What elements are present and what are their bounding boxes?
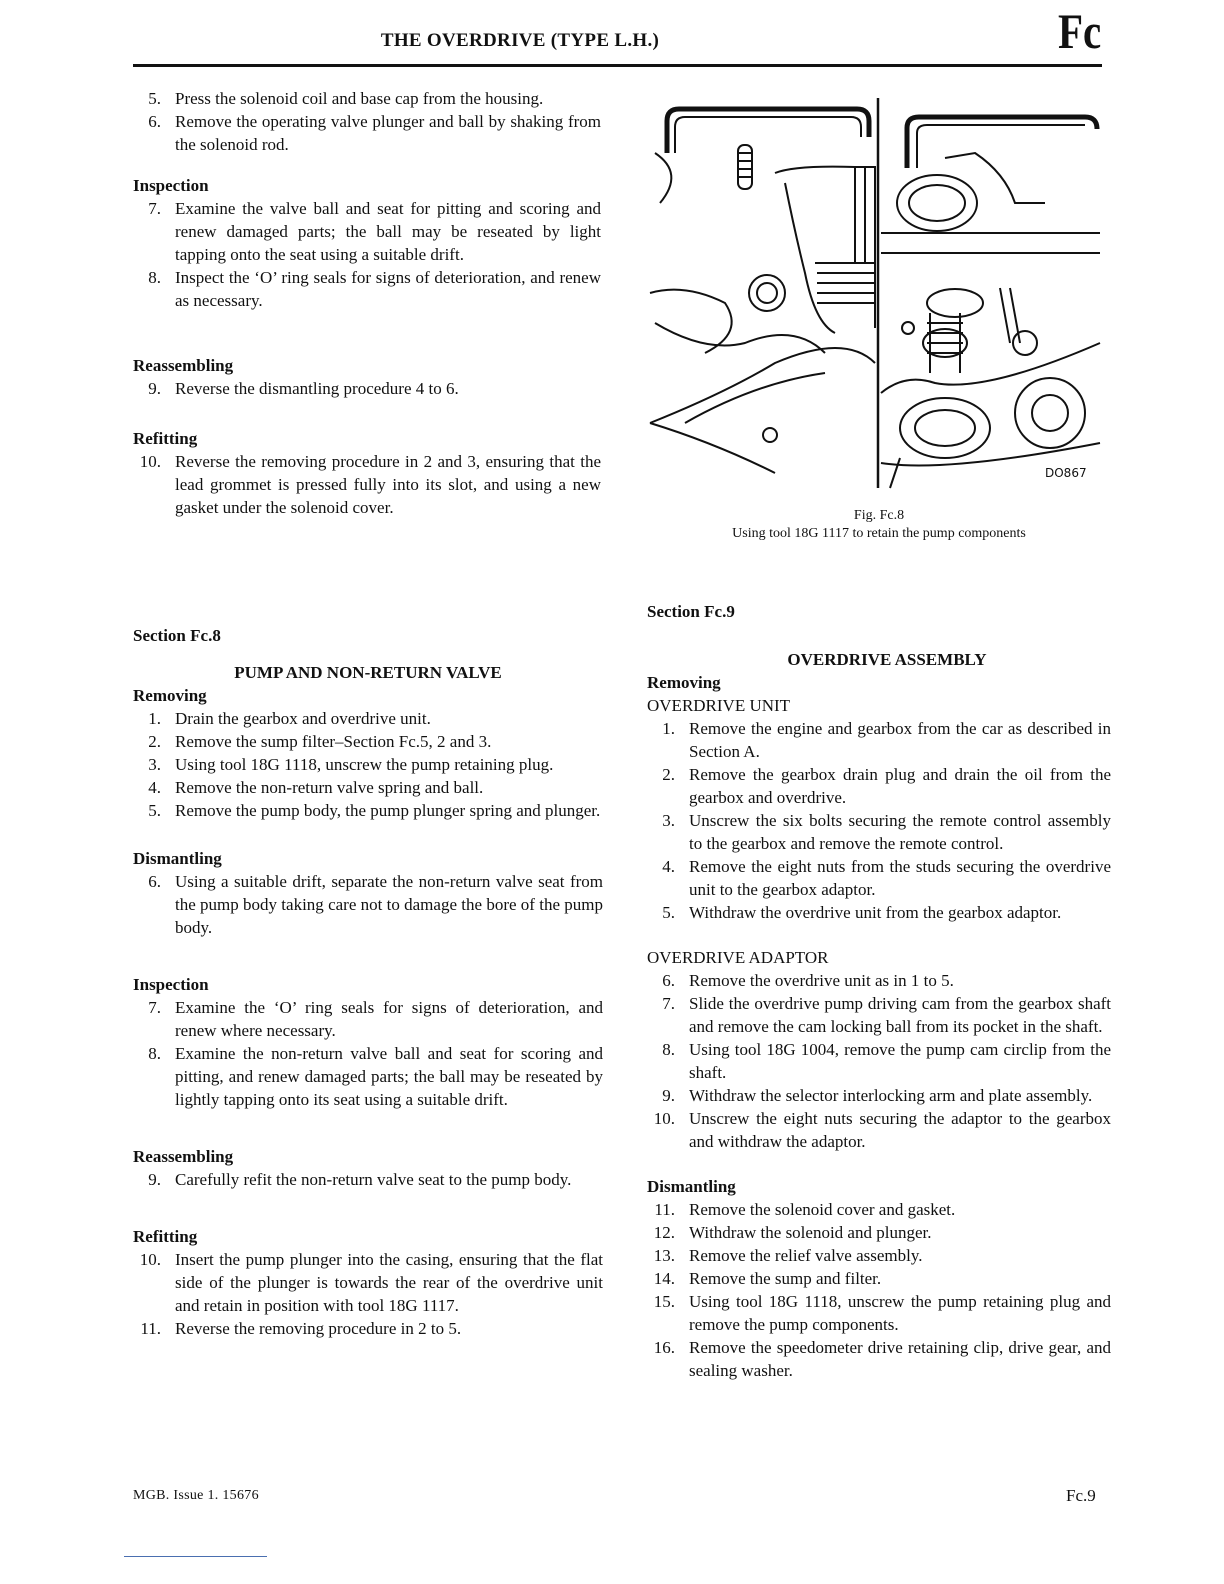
page-title: THE OVERDRIVE (TYPE L.H.) [380, 30, 660, 51]
step-text: Drain the gearbox and overdrive unit. [175, 709, 431, 728]
step-text: Unscrew the eight nuts securing the adaptor to the gearbox and withdraw the adaptor. [689, 1109, 1111, 1151]
step-item [133, 1248, 603, 1317]
figure-caption-title: Fig. Fc.8 [853, 508, 905, 523]
step-item [647, 1244, 1111, 1267]
inspection-heading: Inspection [133, 975, 209, 994]
footer-issue: MGB. Issue 1. 15676 [133, 1488, 259, 1503]
step-number: 15. [653, 1292, 675, 1311]
step-number: 1. [148, 709, 161, 728]
step-number: 6. [148, 112, 161, 131]
step-text: Press the solenoid coil and base cap from the housing. [175, 89, 544, 108]
step-number: 14. [653, 1269, 675, 1288]
inspection-heading: Inspection [133, 176, 209, 195]
step-number: 9. [148, 1170, 161, 1189]
step-number: 2. [148, 732, 161, 751]
section-fc8 [133, 624, 603, 1340]
step-item [647, 809, 1111, 855]
section-code: Fc [1058, 3, 1102, 59]
step-number: 4. [662, 857, 675, 876]
step-number: 6. [662, 971, 675, 990]
step-list [133, 377, 601, 400]
step-item [647, 1267, 1111, 1290]
step-item [647, 901, 1111, 924]
step-item [133, 1042, 603, 1111]
step-item [647, 1038, 1111, 1084]
step-number: 9. [662, 1086, 675, 1105]
step-item [133, 870, 603, 939]
step-list [133, 197, 601, 312]
step-item [133, 110, 601, 156]
step-text: Examine the valve ball and seat for pitting and scoring and renew damaged parts; the ball may be reseated by light tapping onto the seat using a suitable drift. [175, 199, 601, 264]
step-text: Remove the relief valve assembly. [689, 1246, 923, 1265]
step-number: 5. [662, 903, 675, 922]
dismantling-heading: Dismantling [133, 849, 222, 868]
step-list [133, 87, 601, 156]
step-item [133, 753, 603, 776]
step-text: Remove the speedometer drive retaining clip, drive gear, and sealing washer. [689, 1338, 1111, 1380]
step-item [133, 707, 603, 730]
step-text: Withdraw the overdrive unit from the gearbox adaptor. [689, 903, 1062, 922]
step-text: Reverse the removing procedure in 2 to 5. [175, 1319, 462, 1338]
step-number: 4. [148, 778, 161, 797]
step-item [647, 717, 1111, 763]
step-text: Insert the pump plunger into the casing, ensuring that the flat side of the plunger is towards the rear of the overdrive unit and retain in position with tool 18G 1117. [175, 1250, 603, 1315]
step-item [133, 197, 601, 266]
step-number: 11. [140, 1319, 161, 1338]
step-item [133, 730, 603, 753]
step-number: 13. [653, 1246, 675, 1265]
step-list [133, 450, 601, 519]
step-list [133, 870, 603, 939]
step-text: Unscrew the six bolts securing the remote control assembly to the gearbox and remove the remote control. [689, 811, 1111, 853]
step-list [133, 996, 603, 1111]
step-text: Using tool 18G 1004, remove the pump cam circlip from the shaft. [689, 1040, 1111, 1082]
pump-tool-drawing [645, 93, 1105, 493]
step-text: Using a suitable drift, separate the non-return valve seat from the pump body taking care not to damage the bore of the pump body. [175, 872, 603, 937]
step-number: 16. [653, 1338, 675, 1357]
step-item [133, 1317, 603, 1340]
step-text: Slide the overdrive pump driving cam from the gearbox shaft and remove the cam locking ball from its pocket in the shaft. [689, 994, 1111, 1036]
step-list [133, 1168, 603, 1191]
figure-illustration [645, 93, 1105, 493]
step-item [133, 1168, 603, 1191]
step-number: 10. [653, 1109, 675, 1128]
step-number: 3. [662, 811, 675, 830]
step-item [647, 1290, 1111, 1336]
step-item [133, 996, 603, 1042]
step-text: Remove the pump body, the pump plunger spring and plunger. [175, 801, 601, 820]
section-fc9 [647, 600, 1111, 1382]
step-text: Remove the overdrive unit as in 1 to 5. [689, 971, 954, 990]
step-item [647, 763, 1111, 809]
step-item [647, 1336, 1111, 1382]
step-text: Remove the sump and filter. [689, 1269, 882, 1288]
step-number: 8. [662, 1040, 675, 1059]
step-number: 5. [148, 89, 161, 108]
step-text: Using tool 18G 1118, unscrew the pump retaining plug and remove the pump components. [689, 1292, 1111, 1334]
page-number: Fc.9 [1066, 1486, 1096, 1505]
step-item [647, 969, 1111, 992]
header-rule [133, 64, 1102, 67]
step-text: Inspect the ‘O’ ring seals for signs of deterioration, and renew as necessary. [175, 268, 601, 310]
step-item [647, 1107, 1111, 1153]
step-number: 3. [148, 755, 161, 774]
step-item [133, 776, 603, 799]
reassembling-heading: Reassembling [133, 1147, 234, 1166]
step-item [647, 1198, 1111, 1221]
step-text: Reverse the dismantling procedure 4 to 6. [175, 379, 459, 398]
removing-heading: Removing [647, 673, 721, 692]
step-text: Remove the non-return valve spring and ball. [175, 778, 484, 797]
step-number: 7. [662, 994, 675, 1013]
step-list [133, 1248, 603, 1340]
step-number: 7. [148, 199, 161, 218]
step-text: Examine the ‘O’ ring seals for signs of deterioration, and renew where necessary. [175, 998, 603, 1040]
step-item [133, 377, 601, 400]
step-number: 6. [148, 872, 161, 891]
step-number: 10. [139, 1250, 161, 1269]
step-text: Examine the non-return valve ball and seat for scoring and pitting, and renew damaged parts; the ball may be reseated by lightly tapping onto its seat using a suitable drift. [175, 1044, 603, 1109]
section-title: PUMP AND NON-RETURN VALVE [234, 663, 502, 682]
step-number: 10. [139, 452, 161, 471]
step-number: 12. [653, 1223, 675, 1242]
step-number: 8. [148, 1044, 161, 1063]
step-text: Remove the engine and gearbox from the car as described in Section A. [689, 719, 1111, 761]
section-label: Section Fc.9 [647, 602, 735, 621]
step-text: Withdraw the solenoid and plunger. [689, 1223, 932, 1242]
section-label: Section Fc.8 [133, 626, 221, 645]
step-number: 9. [148, 379, 161, 398]
step-number: 1. [662, 719, 675, 738]
step-item [647, 1221, 1111, 1244]
step-text: Remove the sump filter–Section Fc.5, 2 and 3. [175, 732, 492, 751]
step-text: Remove the operating valve plunger and ball by shaking from the solenoid rod. [175, 112, 601, 154]
step-item [647, 1084, 1111, 1107]
step-item [133, 87, 601, 110]
step-text: Carefully refit the non-return valve seat to the pump body. [175, 1170, 572, 1189]
step-text: Remove the eight nuts from the studs securing the overdrive unit to the gearbox adaptor. [689, 857, 1111, 899]
step-number: 2. [662, 765, 675, 784]
removing-heading: Removing [133, 686, 207, 705]
step-list [647, 717, 1111, 924]
step-item [647, 855, 1111, 901]
step-number: 11. [654, 1200, 675, 1219]
step-number: 7. [148, 998, 161, 1017]
step-text: Reverse the removing procedure in 2 and 3, ensuring that the lead grommet is pressed fully into its slot, and using a new gasket under the solenoid cover. [175, 452, 601, 517]
figure-caption-text: Using tool 18G 1117 to retain the pump components [732, 526, 1026, 541]
step-text: Remove the gearbox drain plug and drain the oil from the gearbox and overdrive. [689, 765, 1111, 807]
step-number: 5. [148, 801, 161, 820]
unit-heading: OVERDRIVE UNIT [647, 696, 791, 715]
refitting-heading: Refitting [133, 1227, 198, 1246]
step-text: Remove the solenoid cover and gasket. [689, 1200, 956, 1219]
step-list [647, 1198, 1111, 1382]
step-item [133, 266, 601, 312]
figure-label: DO867 [1045, 466, 1087, 480]
step-list [647, 969, 1111, 1153]
step-item [647, 992, 1111, 1038]
reassembling-heading: Reassembling [133, 356, 234, 375]
dismantling-heading: Dismantling [647, 1177, 736, 1196]
left-top-block [133, 87, 601, 519]
step-text: Using tool 18G 1118, unscrew the pump retaining plug. [175, 755, 554, 774]
step-number: 8. [148, 268, 161, 287]
step-list [133, 707, 603, 822]
section-title: OVERDRIVE ASSEMBLY [787, 650, 987, 669]
adaptor-heading: OVERDRIVE ADAPTOR [647, 948, 829, 967]
scan-mark [124, 1556, 267, 1557]
step-text: Withdraw the selector interlocking arm and plate assembly. [689, 1086, 1093, 1105]
refitting-heading: Refitting [133, 429, 198, 448]
step-item [133, 799, 603, 822]
step-item [133, 450, 601, 519]
